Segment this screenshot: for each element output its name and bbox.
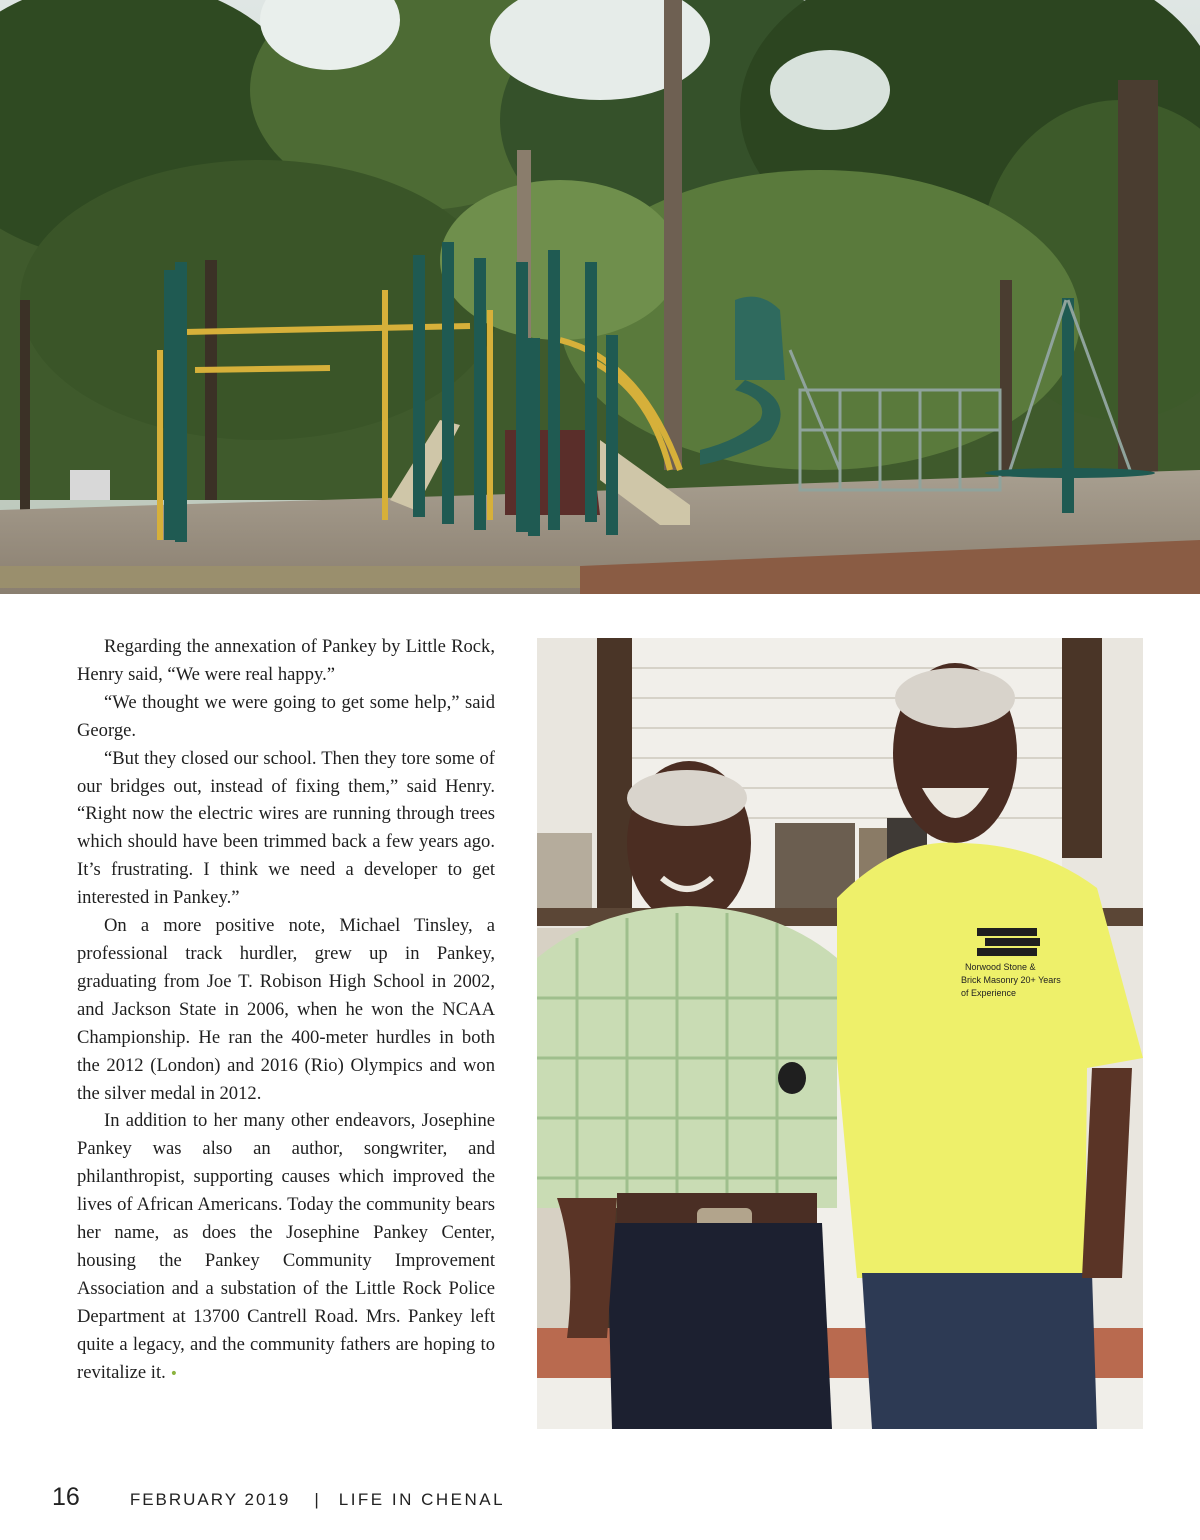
paragraph-michael-tinsley: On a more positive note, Michael Tinsley, a professional track hurdler, grew up in Pankey, graduating from Joe T. Robison High School in 2002, and Jackson State in 2006, when he won the NCAA Championship. He ran the 400-meter hurdles in both the 2012 (London) and 2016 (Rio) Olympics and won the silver medal in 2012. — [77, 915, 495, 1104]
shirt-print-line-3: of Experience — [961, 988, 1017, 998]
paragraph-henry-quote: “But they closed our school. Then they tore some of our bridges out, instead of fixing them,” said Henry. “Right now the electric wires are running through trees which should have been trimmed back a few years ago. It’s frustrating. I think we need a developer to get interested in Pankey.” — [77, 747, 495, 909]
playground-photo — [0, 0, 1200, 594]
page-number: 16 — [52, 1483, 80, 1511]
paragraph-george-quote: “We thought we were going to get some help,” said George. — [77, 691, 495, 741]
footer-separator: | — [314, 1490, 319, 1509]
paragraph-annexation: Regarding the annexation of Pankey by Little Rock, Henry said, “We were real happy.” — [77, 636, 495, 685]
end-of-article-mark: • — [169, 1365, 179, 1382]
shirt-print-line-2: Brick Masonry 20+ Years — [961, 975, 1061, 985]
paragraph-josephine-pankey — [77, 1107, 495, 1388]
issue-date: FEBRUARY 2019 — [129, 1490, 291, 1509]
article-body — [77, 633, 495, 1388]
page-footer — [52, 1483, 505, 1513]
shirt-print-line-1: Norwood Stone & — [965, 962, 1036, 972]
portrait-photo — [537, 638, 1143, 1429]
paragraph-josephine-pankey-text: In addition to her many other endeavors, Josephine Pankey was also an author, songwriter, and philanthropist, supporting causes which improved the lives of African Americans. Today the community bears her name, as does the Josephine Pankey Center, housing the Pankey Community Improvement Association and a substation of the Little Rock Police Department at 13700 Cantrell Road. Mrs. Pankey left quite a legacy, and the community fathers are hoping to revitalize it. — [77, 1110, 495, 1383]
magazine-name: LIFE IN CHENAL — [338, 1490, 506, 1509]
